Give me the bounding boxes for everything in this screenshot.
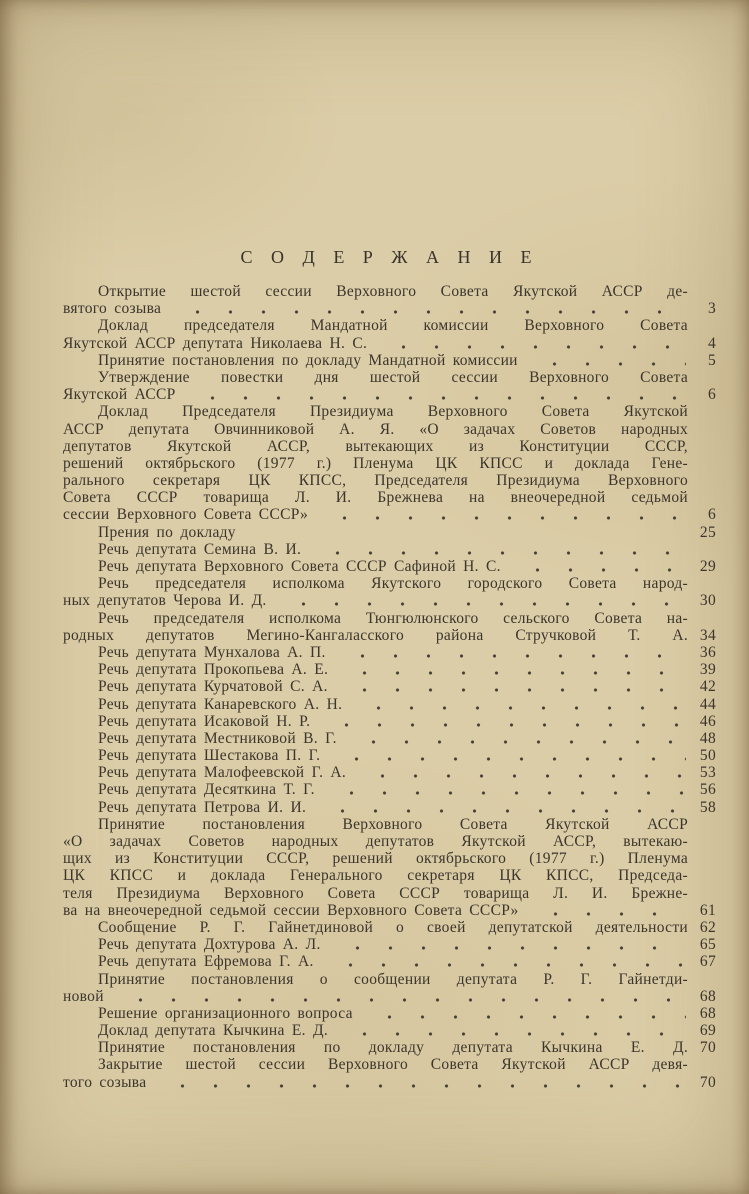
dot-leader — [527, 902, 686, 919]
toc-entry-text: щих из Конституции СССР, решений октябрьского (1977 г.) Пленума — [63, 850, 688, 868]
page-number: 44 — [699, 695, 716, 713]
dot-leader — [323, 781, 686, 798]
toc-line — [63, 1074, 716, 1091]
dot-leader — [361, 1005, 686, 1022]
toc-entry-text: Речь депутата Исаковой Н. Р. — [98, 712, 311, 730]
dot-leader — [336, 1022, 686, 1039]
toc-line — [63, 713, 716, 730]
toc-entry-text: Речь депутата Местниковой В. Г. — [98, 729, 337, 747]
toc-line — [63, 678, 716, 695]
toc-line — [63, 386, 716, 403]
toc-line — [63, 558, 716, 575]
toc-line — [63, 421, 716, 438]
toc-entry-text: Речь депутата Шестакова П. Г. — [98, 747, 321, 765]
toc-entry-text: Речь председателя исполкома Якутского городского Совета народ- — [98, 575, 688, 593]
toc-line — [63, 799, 716, 816]
toc-entry-text: новой — [63, 987, 104, 1005]
toc-entry-text: Принятие постановления Верховного Совета Якутской АССР — [98, 815, 688, 833]
toc-entry-text: Доклад Председателя Президиума Верховного Совета Якутской — [98, 403, 688, 421]
toc-entry-text: того созыва — [63, 1073, 147, 1091]
page-number: 6 — [707, 506, 716, 524]
toc-entry-text: Совета СССР товарища Л. И. Брежнева на внеочередной седьмой — [63, 489, 688, 507]
dot-leader — [154, 1074, 686, 1091]
toc-line — [63, 730, 716, 747]
page-number: 68 — [699, 987, 716, 1005]
toc-line — [63, 352, 716, 369]
toc-line — [63, 541, 716, 558]
toc-entry-text: Якутской АССР депутата Николаева Н. С. — [63, 334, 368, 352]
toc-entry-text: Речь депутата Малофеевской Г. А. — [98, 764, 347, 782]
toc-line — [63, 369, 716, 386]
toc-line — [63, 781, 716, 798]
dot-leader — [112, 988, 686, 1005]
page-number: 53 — [699, 764, 716, 782]
toc-entry-text: Сообщение Р. Г. Гайнетдиновой о своей депутатской деятельности — [98, 918, 688, 936]
toc-entry-text: Речь председателя исполкома Тюнгюлюнского сельского Совета на- — [98, 609, 688, 627]
toc-entry-text: Принятие постановления о сообщении депутата Р. Г. Гайнетди- — [98, 970, 688, 988]
page-number: 62 — [699, 918, 716, 936]
toc-entry-text: депутатов Якутской АССР, вытекающих из Конституции СССР, — [63, 437, 688, 455]
toc-entry-text: Доклад депутата Кычкина Е. Д. — [98, 1022, 328, 1040]
dot-leader — [184, 386, 686, 403]
toc-line — [63, 335, 716, 352]
dot-leader — [322, 953, 686, 970]
toc-entry-text: Доклад председателя Мандатной комиссии Верховного Совета — [98, 317, 688, 335]
page-number: 70 — [699, 1073, 716, 1091]
toc-line — [63, 300, 716, 317]
page-number: 61 — [699, 901, 716, 919]
toc-line — [63, 627, 716, 644]
dot-leader — [375, 335, 686, 352]
toc-line — [63, 489, 716, 506]
toc-entry-text: Речь депутата Семина В. И. — [98, 540, 302, 558]
text-block — [63, 0, 716, 1091]
page-number: 36 — [699, 643, 716, 661]
toc-line — [63, 764, 716, 781]
dot-leader — [509, 558, 686, 575]
page-number: 65 — [699, 936, 716, 954]
page-number: 50 — [699, 747, 716, 765]
dot-leader — [345, 730, 686, 747]
dot-leader — [275, 592, 686, 609]
toc-entry-text: Речь депутата Мунхалова А. П. — [98, 643, 326, 661]
toc-line — [63, 867, 716, 884]
toc-entry-text: Открытие шестой сессии Верховного Совета Якутской АССР де- — [98, 283, 688, 300]
toc-line — [63, 953, 716, 970]
page-number: 58 — [699, 798, 716, 816]
toc-line — [63, 919, 716, 936]
toc-entry-text: сессии Верховного Совета СССР» — [63, 506, 309, 524]
toc-line — [63, 696, 716, 713]
toc-entry-text: Утверждение повестки дня шестой сессии Верховного Совета — [98, 368, 688, 386]
toc-line — [63, 403, 716, 420]
page-number: 68 — [699, 1004, 716, 1022]
toc-entry-text: рального секретаря ЦК КПСС, Председателя Президиума Верховного — [63, 472, 688, 490]
toc-line — [63, 971, 716, 988]
toc-line — [63, 644, 716, 661]
toc-line — [63, 850, 716, 867]
toc-entry-text: Якутской АССР — [63, 386, 176, 404]
page-number: 34 — [699, 626, 716, 644]
dot-leader — [334, 644, 686, 661]
toc-entry-text: родных депутатов Мегино-Кангаласского района Стручковой Т. А. — [63, 626, 688, 644]
page-title: С О Д Е Р Ж А Н И Е — [240, 247, 539, 267]
dot-leader — [354, 764, 686, 781]
toc-entry-text: Закрытие шестой сессии Верховного Совета Якутской АССР девя- — [98, 1056, 688, 1074]
page-number: 56 — [699, 781, 716, 799]
dot-leader — [318, 713, 686, 730]
page-number: 67 — [699, 953, 716, 971]
dot-leader — [329, 936, 686, 953]
toc-entry-text: Речь депутата Петрова И. И. — [98, 798, 307, 816]
toc-line — [63, 816, 716, 833]
dot-leader — [350, 696, 686, 713]
toc-line — [63, 610, 716, 627]
toc-line — [63, 283, 716, 300]
toc-line — [63, 833, 716, 850]
dot-leader — [336, 661, 686, 678]
page-number: 42 — [699, 678, 716, 696]
toc-entry-text: Принятие постановления по докладу депутата Кычкина Е. Д. — [98, 1039, 688, 1057]
toc-line — [63, 747, 716, 764]
toc-line — [63, 936, 716, 953]
toc-entry-text: Решение организационного вопроса — [98, 1004, 353, 1022]
toc-entry-text: «О задачах Советов народных депутатов Якутской АССР, вытекаю- — [63, 833, 688, 850]
page-number: 30 — [699, 592, 716, 610]
page-number: 48 — [699, 729, 716, 747]
toc-line — [63, 472, 716, 489]
dot-leader — [169, 300, 686, 317]
toc-entry-text: АССР депутата Овчинниковой А. Я. «О задачах Советов народных — [63, 420, 688, 438]
toc-line — [63, 506, 716, 523]
page-number: 69 — [699, 1022, 716, 1040]
toc-line — [63, 455, 716, 472]
page-number: 5 — [707, 351, 716, 369]
page-number: 4 — [707, 334, 716, 352]
toc-entry-text: вятого созыва — [63, 300, 162, 318]
toc-entry-text: теля Президиума Верховного Совета СССР товарища Л. И. Брежне- — [63, 884, 688, 902]
toc-line — [63, 1056, 716, 1073]
toc-line — [63, 575, 716, 592]
toc-entry-text: Принятие постановления по докладу Мандатной комиссии — [98, 351, 518, 369]
dot-leader — [309, 541, 686, 558]
toc-entry-text: ва на внеочередной седьмой сессии Верховного Совета СССР» — [63, 901, 519, 919]
page-number: 6 — [707, 386, 716, 404]
toc-line — [63, 317, 716, 334]
toc-entry-text: Прения по докладу — [98, 523, 236, 541]
toc-entry-text: Речь депутата Курчатовой С. А. — [98, 678, 328, 696]
toc-entry-text: Речь депутата Верховного Совета СССР Сафиной Н. С. — [98, 558, 501, 575]
page-number: 46 — [699, 712, 716, 730]
toc-entry-text: Речь депутата Прокопьева А. Е. — [98, 661, 329, 679]
toc-entry-text: ных депутатов Черова И. Д. — [63, 592, 267, 610]
toc-entry-text: Речь депутата Десяткина Т. Г. — [98, 781, 315, 799]
toc-line — [63, 885, 716, 902]
toc-entry-text: ЦК КПСС и доклада Генерального секретаря ЦК КПСС, Председа- — [63, 867, 688, 885]
toc-entry-text: Речь депутата Ефремова Г. А. — [98, 953, 314, 971]
page-number: 25 — [699, 523, 716, 541]
toc-line — [63, 1022, 716, 1039]
toc-line — [63, 1005, 716, 1022]
toc-line — [63, 661, 716, 678]
page-number: 39 — [699, 661, 716, 679]
toc-line — [63, 592, 716, 609]
page-number: 29 — [699, 558, 716, 575]
page-number: 3 — [707, 300, 716, 318]
toc-list — [63, 283, 716, 1091]
toc-line — [63, 524, 716, 541]
toc-entry-text: Речь депутата Дохтурова А. Л. — [98, 936, 321, 954]
toc-line — [63, 438, 716, 455]
dot-leader — [336, 678, 686, 695]
toc-line — [63, 902, 716, 919]
dot-leader — [328, 747, 686, 764]
dot-leader — [526, 352, 686, 369]
toc-entry-text: решений октябрьского (1977 г.) Пленума ЦК КПСС и доклада Гене- — [63, 454, 688, 472]
toc-entry-text: Речь депутата Канаревского А. Н. — [98, 695, 343, 713]
toc-line — [63, 988, 716, 1005]
dot-leader — [314, 799, 686, 816]
toc-line — [63, 1039, 716, 1056]
page-number: 70 — [699, 1039, 716, 1057]
dot-leader — [316, 506, 686, 523]
